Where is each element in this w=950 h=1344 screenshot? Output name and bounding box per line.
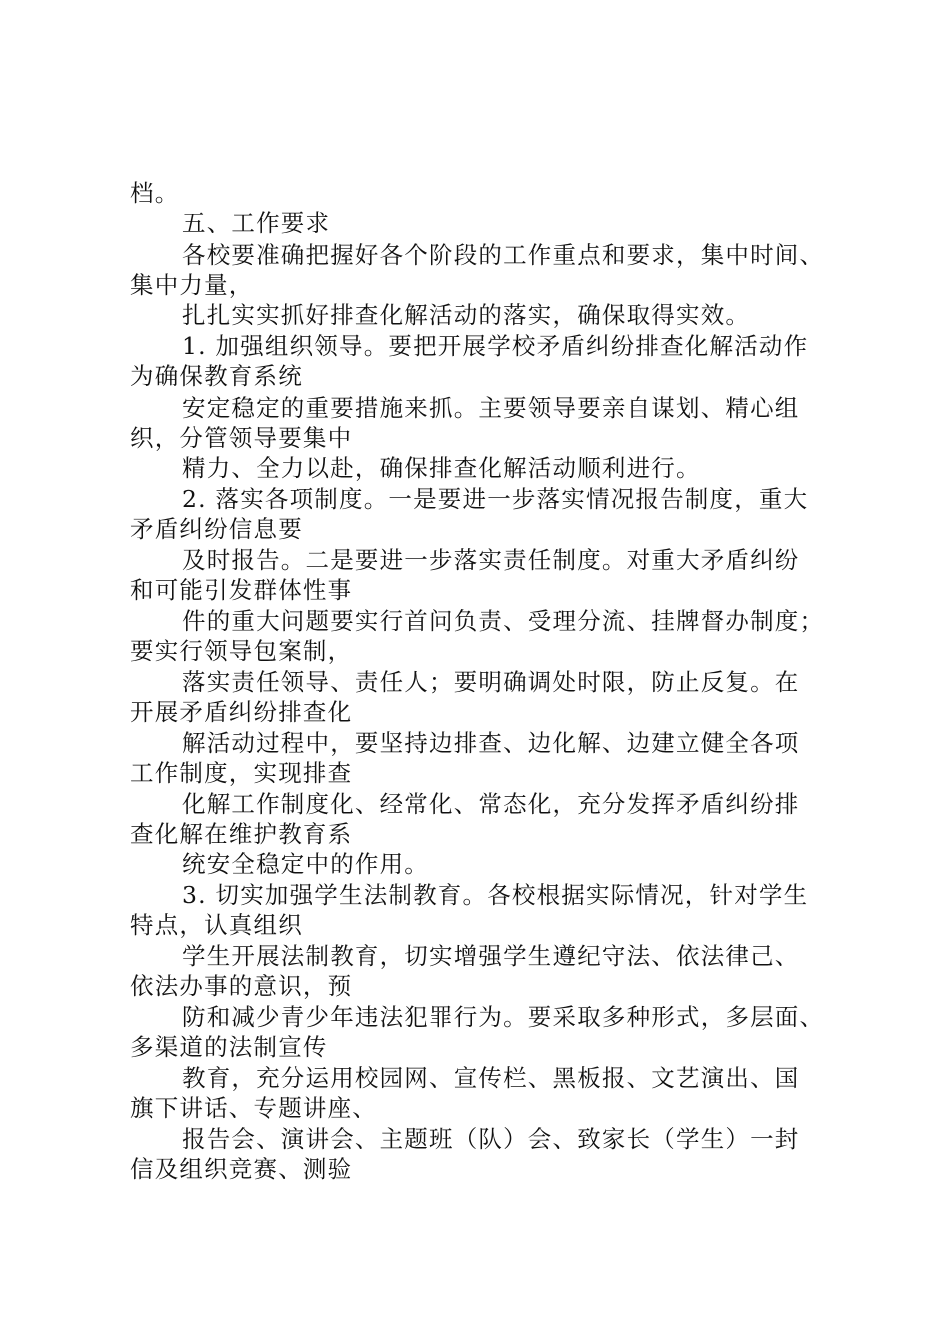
text-line: 精力、全力以赴，确保排查化解活动顺利进行。 xyxy=(182,454,701,482)
text-line: 学生开展法制教育，切实增强学生遵纪守法、依法律己、 xyxy=(182,942,800,970)
text-line: 扎扎实实抓好排查化解活动的落实，确保取得实效。 xyxy=(182,301,751,329)
text-line: 化解工作制度化、经常化、常态化，充分发挥矛盾纠纷排 xyxy=(182,790,800,818)
text-line: 集中力量， xyxy=(130,271,254,299)
text-line: 依法办事的意识，预 xyxy=(130,972,353,1000)
text-line: 和可能引发群体性事 xyxy=(130,576,353,604)
text-line: 矛盾纠纷信息要 xyxy=(130,515,303,543)
text-line: 安定稳定的重要措施来抓。主要领导要亲自谋划、精心组 xyxy=(182,394,800,422)
text-line: 旗下讲话、专题讲座、 xyxy=(130,1094,377,1122)
text-line: 多渠道的法制宣传 xyxy=(130,1033,328,1061)
text-line: 3. 切实加强学生法制教育。各校根据实际情况，针对学生 xyxy=(182,881,809,909)
text-line: 件的重大问题要实行首问负责、受理分流、挂牌督办制度； xyxy=(182,607,825,635)
text-line: 防和减少青少年违法犯罪行为。要采取多种形式，多层面、 xyxy=(182,1003,825,1031)
text-line: 档。 xyxy=(130,179,180,207)
section-heading: 五、工作要求 xyxy=(182,209,331,237)
text-line: 及时报告。二是要进一步落实责任制度。对重大矛盾纠纷 xyxy=(182,546,800,574)
text-line: 2. 落实各项制度。一是要进一步落实情况报告制度，重大 xyxy=(182,485,809,513)
text-line: 各校要准确把握好各个阶段的工作重点和要求，集中时间、 xyxy=(182,241,825,269)
text-line: 教育，充分运用校园网、宣传栏、黑板报、文艺演出、国 xyxy=(182,1064,800,1092)
text-line: 落实责任领导、责任人；要明确调处时限，防止反复。在 xyxy=(182,668,800,696)
text-line: 织，分管领导要集中 xyxy=(130,424,353,452)
text-line: 报告会、演讲会、主题班（队）会、致家长（学生）一封 xyxy=(182,1125,800,1153)
text-line: 1. 加强组织领导。要把开展学校矛盾纠纷排查化解活动作 xyxy=(182,332,809,360)
text-line: 工作制度，实现排查 xyxy=(130,759,353,787)
text-line: 信及组织竞赛、测验 xyxy=(130,1155,353,1183)
text-line: 解活动过程中，要坚持边排查、边化解、边建立健全各项 xyxy=(182,729,800,757)
text-line: 开展矛盾纠纷排查化 xyxy=(130,698,353,726)
text-line: 查化解在维护教育系 xyxy=(130,820,353,848)
text-line: 特点，认真组织 xyxy=(130,911,303,939)
text-line: 要实行领导包案制， xyxy=(130,637,353,665)
text-line: 为确保教育系统 xyxy=(130,362,303,390)
text-line: 统安全稳定中的作用。 xyxy=(182,850,429,878)
